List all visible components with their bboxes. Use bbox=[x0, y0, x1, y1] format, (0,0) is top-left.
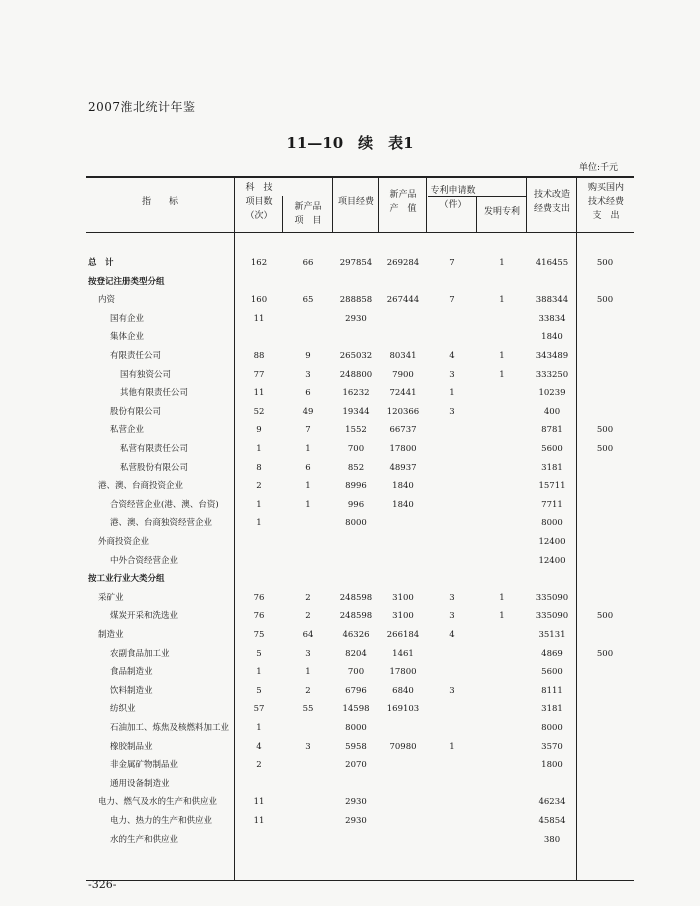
table-row bbox=[0, 831, 700, 849]
row-value: 7711 bbox=[541, 499, 563, 510]
row-value: 160 bbox=[250, 295, 268, 306]
row-label: 总 计 bbox=[88, 258, 114, 268]
row-label: 私营股份有限公司 bbox=[120, 462, 189, 473]
row-value: 9 bbox=[256, 425, 262, 436]
row-value: 1552 bbox=[345, 425, 367, 436]
row-value: 8111 bbox=[541, 685, 563, 696]
row-value: 4 bbox=[449, 351, 455, 361]
table-row bbox=[0, 552, 700, 570]
row-value: 14598 bbox=[342, 704, 370, 715]
col-header-new-output: 新产品 产 值 bbox=[389, 190, 417, 214]
row-value: 297854 bbox=[339, 258, 373, 268]
row-value: 1840 bbox=[392, 481, 414, 492]
table-row bbox=[0, 775, 700, 793]
row-value: 11 bbox=[253, 313, 265, 324]
row-value: 1 bbox=[499, 611, 505, 622]
table-row bbox=[0, 459, 700, 477]
row-value: 11 bbox=[253, 797, 265, 808]
row-value: 700 bbox=[347, 667, 365, 678]
row-value: 1840 bbox=[392, 499, 414, 510]
row-value: 46326 bbox=[342, 630, 370, 640]
top-rule bbox=[86, 176, 634, 178]
row-value: 996 bbox=[347, 499, 365, 510]
row-value: 500 bbox=[596, 648, 614, 659]
row-value: 6 bbox=[305, 462, 311, 473]
row-value: 12400 bbox=[538, 555, 566, 566]
row-label: 水的生产和供应业 bbox=[110, 834, 179, 845]
row-label: 集体企业 bbox=[110, 332, 145, 343]
table-row bbox=[0, 254, 700, 272]
row-label: 私营企业 bbox=[110, 425, 145, 436]
table-row bbox=[0, 291, 700, 309]
unit-label: 单位:千元 bbox=[578, 163, 618, 173]
col-header-tech-reform: 技术改造 经费支出 bbox=[533, 190, 570, 214]
table-row bbox=[0, 793, 700, 811]
col-divider bbox=[282, 196, 283, 232]
table-row bbox=[0, 812, 700, 830]
row-value: 5 bbox=[256, 685, 262, 696]
row-label: 饮料制造业 bbox=[110, 685, 153, 696]
row-value: 1 bbox=[499, 351, 505, 361]
row-label: 股份有限公司 bbox=[110, 406, 162, 417]
table-row bbox=[0, 626, 700, 644]
row-value: 416455 bbox=[535, 258, 569, 268]
row-label: 石油加工、炼焦及核燃料加工业 bbox=[110, 723, 230, 733]
row-value: 65 bbox=[302, 295, 314, 306]
row-value: 9 bbox=[305, 351, 311, 361]
col-header-indicator: 指 标 bbox=[141, 197, 178, 207]
row-value: 5600 bbox=[541, 444, 563, 454]
row-value: 266184 bbox=[386, 630, 420, 640]
row-value: 1 bbox=[499, 592, 505, 603]
row-value: 1 bbox=[256, 499, 262, 510]
row-value: 269284 bbox=[386, 258, 420, 268]
row-label: 港、澳、台商独资经营企业 bbox=[110, 518, 213, 529]
row-value: 7 bbox=[449, 295, 455, 306]
row-value: 265032 bbox=[339, 351, 373, 361]
row-value: 8781 bbox=[541, 425, 563, 436]
row-value: 8000 bbox=[345, 518, 367, 529]
row-value: 1 bbox=[305, 667, 311, 678]
table-row bbox=[0, 496, 700, 514]
table-row bbox=[0, 682, 700, 700]
table-row bbox=[0, 719, 700, 737]
table-row bbox=[0, 700, 700, 718]
row-label: 有限责任公司 bbox=[110, 351, 162, 361]
row-value: 500 bbox=[596, 444, 614, 454]
row-value: 66737 bbox=[389, 425, 417, 436]
table-row bbox=[0, 533, 700, 551]
row-value: 66 bbox=[302, 258, 314, 268]
yearbook-header: 2007淮北统计年鉴 bbox=[88, 100, 196, 114]
row-value: 2930 bbox=[345, 816, 367, 826]
row-value: 5600 bbox=[541, 667, 563, 678]
row-value: 57 bbox=[253, 704, 265, 715]
row-value: 35131 bbox=[538, 630, 566, 640]
row-value: 1840 bbox=[541, 332, 563, 343]
row-value: 1 bbox=[305, 481, 311, 492]
row-value: 248800 bbox=[339, 369, 373, 380]
row-value: 7 bbox=[305, 425, 311, 436]
table-row bbox=[0, 421, 700, 439]
col-header-new-proj: 新产品 项 目 bbox=[294, 202, 322, 226]
row-value: 6840 bbox=[392, 685, 414, 696]
row-value: 16232 bbox=[342, 388, 370, 399]
row-value: 5958 bbox=[345, 741, 367, 752]
table-row bbox=[0, 514, 700, 532]
row-value: 64 bbox=[302, 630, 314, 640]
row-label: 制造业 bbox=[98, 630, 124, 640]
row-value: 12400 bbox=[538, 537, 566, 547]
row-value: 4869 bbox=[541, 648, 563, 659]
row-label: 农副食品加工业 bbox=[110, 648, 170, 659]
table-title: 11—10 续 表1 bbox=[286, 134, 414, 152]
table-row bbox=[0, 403, 700, 421]
row-value: 1461 bbox=[392, 648, 414, 659]
col-divider bbox=[378, 177, 379, 232]
table-row bbox=[0, 328, 700, 346]
row-value: 52 bbox=[253, 406, 265, 417]
row-value: 88 bbox=[253, 351, 265, 361]
row-value: 1 bbox=[449, 741, 455, 752]
row-value: 3 bbox=[449, 611, 455, 622]
row-value: 3 bbox=[305, 369, 311, 380]
row-value: 1 bbox=[499, 295, 505, 306]
table-row bbox=[0, 738, 700, 756]
row-value: 248598 bbox=[339, 592, 373, 603]
row-value: 3 bbox=[449, 369, 455, 380]
row-value: 2 bbox=[305, 685, 311, 696]
row-value: 2930 bbox=[345, 313, 367, 324]
row-value: 8000 bbox=[541, 518, 563, 529]
row-value: 5 bbox=[256, 648, 262, 659]
row-value: 7900 bbox=[392, 369, 414, 380]
row-value: 3 bbox=[449, 685, 455, 696]
row-value: 33834 bbox=[538, 313, 566, 324]
row-value: 7 bbox=[449, 258, 455, 268]
row-value: 400 bbox=[543, 406, 561, 417]
row-value: 1 bbox=[256, 444, 262, 454]
row-label: 内资 bbox=[98, 295, 116, 306]
row-label: 港、澳、台商投资企业 bbox=[98, 481, 184, 492]
table-row bbox=[0, 384, 700, 402]
row-value: 1 bbox=[256, 723, 262, 733]
row-value: 48937 bbox=[389, 462, 417, 473]
row-value: 3181 bbox=[541, 462, 563, 473]
page-number: -326- bbox=[88, 878, 117, 891]
table-row bbox=[0, 607, 700, 625]
row-label: 电力、燃气及水的生产和供应业 bbox=[98, 797, 218, 808]
row-value: 2 bbox=[305, 592, 311, 603]
row-label: 合资经营企业(港、澳、台资) bbox=[110, 499, 219, 510]
row-value: 4 bbox=[449, 630, 455, 640]
row-value: 500 bbox=[596, 425, 614, 436]
row-label: 纺织业 bbox=[110, 704, 136, 715]
row-value: 388344 bbox=[535, 295, 569, 306]
row-value: 700 bbox=[347, 444, 365, 454]
row-value: 1 bbox=[256, 667, 262, 678]
row-value: 72441 bbox=[389, 388, 417, 399]
row-value: 500 bbox=[596, 295, 614, 306]
row-value: 3 bbox=[449, 592, 455, 603]
row-value: 333250 bbox=[535, 369, 569, 380]
col-header-invention: 发明专利 bbox=[483, 207, 520, 217]
row-value: 55 bbox=[302, 704, 314, 715]
row-value: 1 bbox=[305, 444, 311, 454]
row-value: 267444 bbox=[386, 295, 420, 306]
table-row bbox=[0, 756, 700, 774]
table-row bbox=[0, 663, 700, 681]
row-value: 288858 bbox=[339, 295, 373, 306]
row-label: 采矿业 bbox=[98, 592, 124, 603]
row-value: 17800 bbox=[389, 667, 417, 678]
row-value: 8 bbox=[256, 462, 262, 473]
col-header-proj-count: 科 技 项目数 （次） bbox=[245, 183, 273, 221]
row-label: 非金属矿物制品业 bbox=[110, 760, 179, 771]
row-value: 380 bbox=[543, 834, 561, 845]
row-value: 1 bbox=[449, 388, 455, 399]
header-bottom-rule bbox=[86, 232, 634, 233]
row-value: 6796 bbox=[345, 685, 367, 696]
table-row bbox=[0, 570, 700, 588]
col-divider bbox=[426, 177, 427, 232]
row-value: 2930 bbox=[345, 797, 367, 808]
row-value: 1800 bbox=[541, 760, 563, 771]
table-row bbox=[0, 273, 700, 291]
row-value: 76 bbox=[253, 611, 265, 622]
row-value: 77 bbox=[253, 369, 265, 380]
row-value: 335090 bbox=[535, 611, 569, 622]
row-value: 500 bbox=[596, 258, 614, 268]
row-label: 私营有限责任公司 bbox=[120, 444, 189, 454]
row-label: 外商投资企业 bbox=[98, 537, 150, 547]
row-value: 1 bbox=[499, 369, 505, 380]
row-label: 按登记注册类型分组 bbox=[88, 276, 165, 287]
row-value: 2 bbox=[305, 611, 311, 622]
row-label: 橡胶制品业 bbox=[110, 741, 153, 752]
row-label: 按工业行业大类分组 bbox=[88, 574, 165, 585]
col-header-patent-apps: 专利申请数 （件） bbox=[430, 186, 476, 210]
row-value: 17800 bbox=[389, 444, 417, 454]
row-value: 4 bbox=[256, 741, 262, 752]
table-row bbox=[0, 366, 700, 384]
row-value: 335090 bbox=[535, 592, 569, 603]
row-label: 其他有限责任公司 bbox=[120, 388, 189, 399]
row-value: 343489 bbox=[535, 351, 569, 361]
row-value: 2070 bbox=[345, 760, 367, 771]
row-value: 162 bbox=[250, 258, 268, 268]
row-label: 电力、热力的生产和供应业 bbox=[110, 816, 213, 826]
row-value: 19344 bbox=[342, 406, 370, 417]
row-value: 3100 bbox=[392, 592, 414, 603]
row-value: 3 bbox=[305, 648, 311, 659]
bottom-rule bbox=[86, 880, 634, 881]
col-header-proj-funds: 项目经费 bbox=[337, 197, 374, 207]
row-value: 120366 bbox=[386, 406, 420, 417]
row-value: 2 bbox=[256, 481, 262, 492]
row-label: 通用设备制造业 bbox=[110, 778, 170, 789]
table-row bbox=[0, 645, 700, 663]
table-row bbox=[0, 347, 700, 365]
row-value: 10239 bbox=[538, 388, 566, 399]
col-header-domestic-tech: 购买国内 技术经费 支 出 bbox=[587, 183, 624, 221]
row-value: 500 bbox=[596, 611, 614, 622]
row-value: 852 bbox=[347, 462, 365, 473]
row-value: 11 bbox=[253, 388, 265, 399]
row-value: 11 bbox=[253, 816, 265, 826]
col-divider bbox=[332, 177, 333, 232]
row-value: 3570 bbox=[541, 741, 563, 752]
row-value: 3181 bbox=[541, 704, 563, 715]
row-value: 3 bbox=[305, 741, 311, 752]
row-label: 国有企业 bbox=[110, 313, 145, 324]
row-value: 1 bbox=[256, 518, 262, 529]
row-value: 46234 bbox=[538, 797, 566, 808]
row-value: 76 bbox=[253, 592, 265, 603]
row-value: 75 bbox=[253, 630, 265, 640]
row-value: 45854 bbox=[538, 816, 566, 826]
row-value: 3100 bbox=[392, 611, 414, 622]
row-value: 80341 bbox=[389, 351, 417, 361]
row-value: 169103 bbox=[386, 704, 420, 715]
table-row bbox=[0, 589, 700, 607]
row-value: 70980 bbox=[389, 741, 417, 752]
row-label: 中外合资经营企业 bbox=[110, 555, 179, 566]
row-label: 煤炭开采和洗选业 bbox=[110, 611, 179, 622]
table-row bbox=[0, 477, 700, 495]
row-value: 6 bbox=[305, 388, 311, 399]
row-value: 1 bbox=[305, 499, 311, 510]
row-value: 8996 bbox=[345, 481, 367, 492]
col-divider bbox=[526, 177, 527, 232]
row-value: 49 bbox=[302, 406, 314, 417]
row-value: 3 bbox=[449, 406, 455, 417]
row-value: 2 bbox=[256, 760, 262, 771]
row-value: 8000 bbox=[345, 723, 367, 733]
table-row bbox=[0, 440, 700, 458]
row-value: 8204 bbox=[345, 648, 367, 659]
row-value: 15711 bbox=[538, 481, 566, 492]
row-value: 1 bbox=[499, 258, 505, 268]
row-value: 8000 bbox=[541, 723, 563, 733]
row-label: 国有独资公司 bbox=[120, 369, 172, 380]
row-value: 248598 bbox=[339, 611, 373, 622]
row-label: 食品制造业 bbox=[110, 667, 153, 678]
table-row bbox=[0, 310, 700, 328]
